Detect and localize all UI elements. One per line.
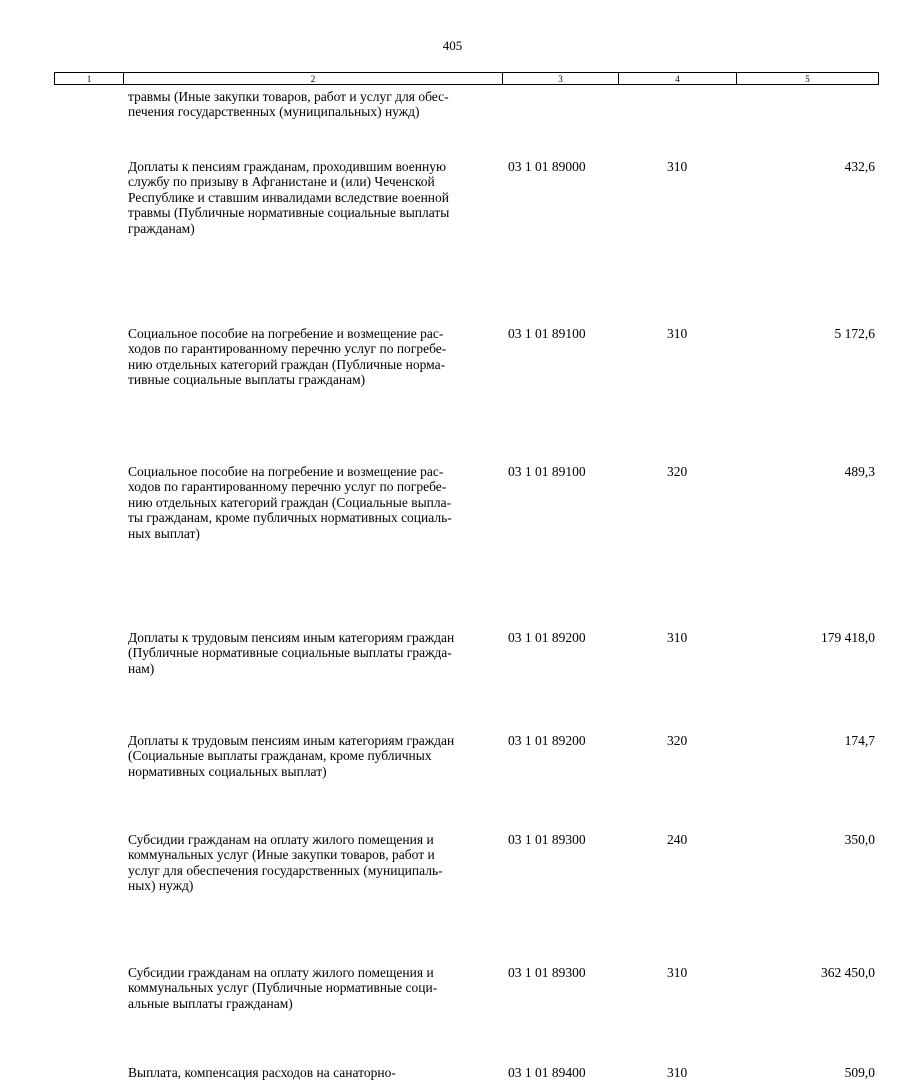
table-row — [0, 630, 905, 680]
row-name: Доплаты к пенсиям гражданам, проходившим военную службу по призыву в Афганистане и (или) Чеченской Республике и ставшим инвалидами вследствие военной травмы (Публичные нормативные социальные выплаты гражданам) — [128, 159, 450, 236]
row-expense-kind: 310 — [667, 1065, 688, 1080]
table-row — [0, 464, 905, 542]
row-expense-kind: 310 — [667, 965, 688, 980]
row-name: Субсидии гражданам на оплату жилого помещения и коммунальных услуг (Публичные нормативные соци- альные выплаты гражданам) — [128, 965, 438, 1011]
table-row — [0, 733, 905, 781]
column-header-5: 5 — [737, 73, 879, 85]
page-number: 405 — [442, 38, 463, 53]
table-row — [0, 89, 905, 125]
row-expense-kind: 240 — [667, 832, 688, 847]
row-name: травмы (Иные закупки товаров, работ и услуг для обес- печения государственных (муниципальных) нужд) — [128, 89, 449, 120]
table-row — [0, 1065, 905, 1085]
row-name: Социальное пособие на погребение и возмещение рас- ходов по гарантированному перечню услуг по погребе- нию отдельных категорий граждан (Социальные выпла- ты гражданам, кроме публичных нормативных социаль- ных выплат) — [128, 464, 452, 541]
row-target-code: 03 1 01 89300 — [508, 832, 586, 847]
column-header-row — [55, 73, 879, 85]
row-expense-kind: 320 — [667, 733, 688, 748]
row-expense-kind: 310 — [667, 159, 688, 174]
column-header-1: 1 — [55, 73, 124, 85]
row-expense-kind: 310 — [667, 630, 688, 645]
column-header-3: 3 — [503, 73, 619, 85]
row-target-code: 03 1 01 89000 — [508, 159, 586, 174]
row-name: Субсидии гражданам на оплату жилого помещения и коммунальных услуг (Иные закупки товаров, работ и услуг для обеспечения государственных (муниципаль- ных) нужд) — [128, 832, 443, 894]
row-amount: 489,3 — [844, 464, 875, 479]
row-expense-kind: 320 — [667, 464, 688, 479]
column-header-4: 4 — [619, 73, 737, 85]
row-target-code: 03 1 01 89400 — [508, 1065, 586, 1080]
row-target-code: 03 1 01 89200 — [508, 630, 586, 645]
row-amount: 432,6 — [844, 159, 875, 174]
row-name: Выплата, компенсация расходов на санаторно- — [128, 1065, 396, 1080]
column-header-table — [54, 72, 879, 85]
row-amount: 509,0 — [844, 1065, 875, 1080]
table-body — [0, 89, 905, 1080]
row-expense-kind: 310 — [667, 326, 688, 341]
table-row — [0, 326, 905, 394]
row-target-code: 03 1 01 89100 — [508, 464, 586, 479]
row-amount: 362 450,0 — [821, 965, 875, 980]
table-row — [0, 965, 905, 1013]
column-header-2: 2 — [124, 73, 503, 85]
row-name: Доплаты к трудовым пенсиям иным категориям граждан (Социальные выплаты гражданам, кроме публичных нормативных социальных выплат) — [128, 733, 455, 779]
row-target-code: 03 1 01 89100 — [508, 326, 586, 341]
row-amount: 350,0 — [844, 832, 875, 847]
row-amount: 179 418,0 — [821, 630, 875, 645]
table-row — [0, 159, 905, 241]
row-target-code: 03 1 01 89200 — [508, 733, 586, 748]
row-target-code: 03 1 01 89300 — [508, 965, 586, 980]
row-name: Доплаты к трудовым пенсиям иным категориям граждан (Публичные нормативные социальные выплаты гражда- нам) — [128, 630, 455, 676]
row-name: Социальное пособие на погребение и возмещение рас- ходов по гарантированному перечню услуг по погребе- нию отдельных категорий граждан (Публичные норма- тивные социальные выплаты гражданам) — [128, 326, 447, 388]
row-amount: 5 172,6 — [834, 326, 875, 341]
table-row — [0, 832, 905, 896]
row-amount: 174,7 — [844, 733, 875, 748]
